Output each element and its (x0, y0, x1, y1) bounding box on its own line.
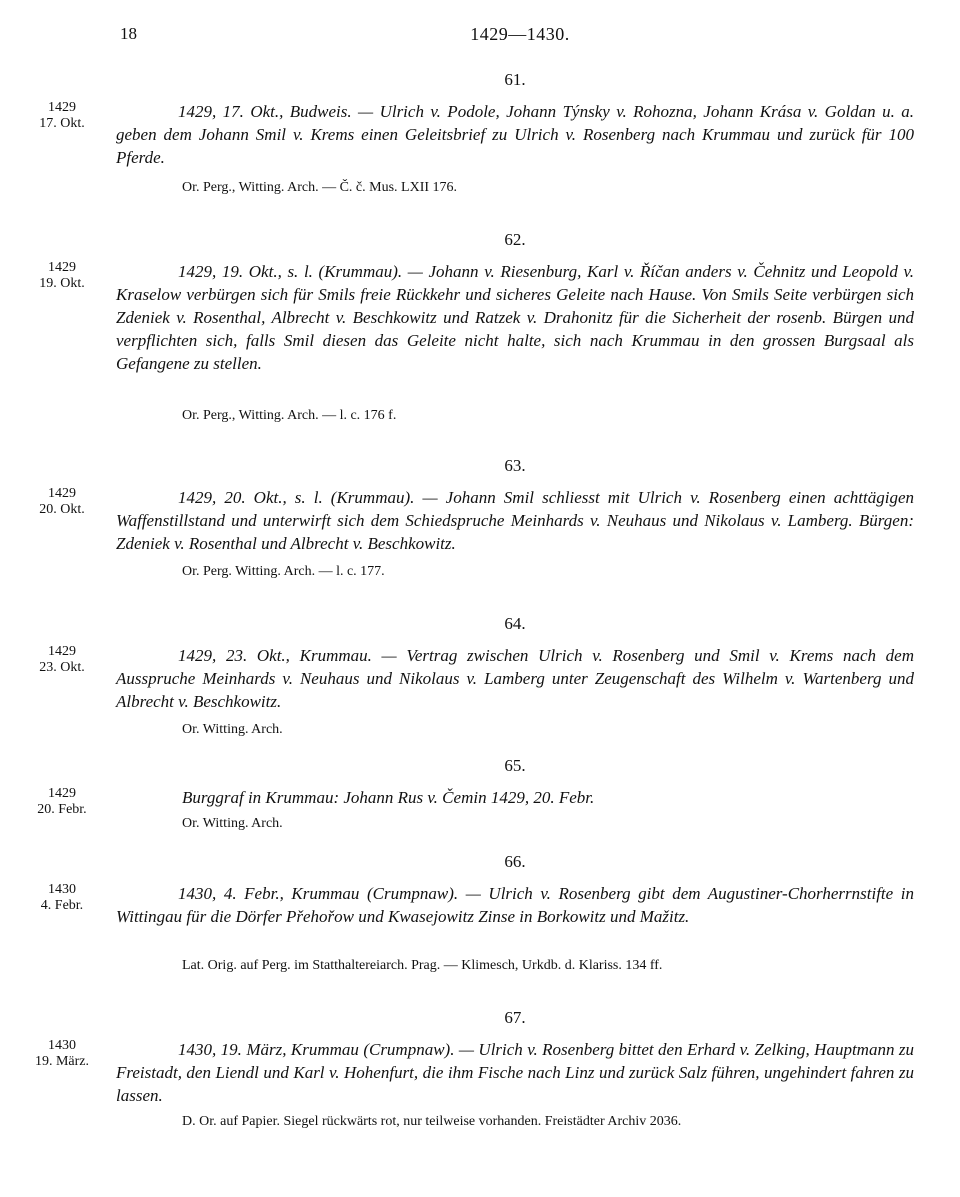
entry-number: 66. (504, 852, 526, 871)
entry-text (116, 882, 914, 928)
entry-number: 63. (504, 456, 526, 475)
margin-day: 4. Febr. (40, 898, 84, 913)
entry-text (116, 786, 914, 809)
margin-day: 17. Okt. (39, 116, 85, 131)
entry-text-content: 1430, 19. März, Krummau (Crumpnaw). — Ulrich v. Rosenberg bittet den Erhard v. Zelking, Hauptmann zu Freistadt, den Liendl und Karl v. Hohenfurt, die ihm Fische nach Linz und zurück Salz führen, ungehindert fahren zu lassen. (116, 1040, 914, 1105)
entry-text-content: Burggraf in Krummau: Johann Rus v. Čemin 1429, 20. Febr. (182, 788, 595, 807)
margin-year: 1429 (48, 486, 76, 501)
entry-text-content: 1429, 20. Okt., s. l. (Krummau). — Johann Smil schliesst mit Ulrich v. Rosenberg einen achttägigen Waffenstillstand und unterwirft sich dem Schiedspruche Meinhards v. Neuhaus und Nikolaus v. Lamberg. Bürgen: Zdeniek v. Rosenthal und Albrecht v. Beschkowitz. (116, 488, 914, 553)
margin-date (16, 882, 108, 914)
margin-day: 19. Okt. (39, 276, 85, 291)
page-number: 18 (120, 24, 137, 43)
margin-day: 23. Okt. (39, 660, 85, 675)
entry-source: Or. Perg. Witting. Arch. — l. c. 177. (182, 564, 385, 579)
entry-text (116, 260, 914, 375)
margin-day: 20. Okt. (39, 502, 85, 517)
entry-text-content: 1429, 19. Okt., s. l. (Krummau). — Johann v. Riesenburg, Karl v. Říčan anders v. Čehnitz und Leopold v. Kraselow verbürgen sich für Smils freie Rückkehr und sicheres Geleite nach Hause. Von Smils Seite verbürgen sich Zdeniek v. Rosenthal, Albrecht v. Beschkowitz und Ratzek v. Drahonitz für die Sicherheit der rosenb. Bürgen und verpflichten sich, falls Smil diesen das Geleite nicht halte, sich nach Krummau in den grossen Burgsaal als Gefangene zu stellen. (116, 262, 914, 373)
entry-source: Or. Witting. Arch. (182, 722, 283, 737)
entry-text (116, 644, 914, 713)
entry-text-content: 1429, 23. Okt., Krummau. — Vertrag zwischen Ulrich v. Rosenberg und Smil v. Krems nach dem Ausspruche Meinhards v. Neuhaus und Nikolaus v. Lamberg unter Zeugenschaft des Wilhelm v. Wartenberg und Albrecht v. Beschkowitz. (116, 646, 914, 711)
entry-text (116, 486, 914, 555)
margin-date (16, 100, 108, 132)
margin-year: 1429 (48, 644, 76, 659)
margin-day: 20. Febr. (37, 802, 87, 817)
margin-date (16, 1038, 108, 1070)
margin-date (16, 786, 108, 818)
entry-text (116, 100, 914, 169)
entry-text (116, 1038, 914, 1107)
entry-source: Or. Witting. Arch. (182, 816, 283, 831)
entry-text-content: 1429, 17. Okt., Budweis. — Ulrich v. Podole, Johann Týnsky v. Rohozna, Johann Krása v. Goldan u. a. geben dem Johann Smil v. Krems einen Geleitsbrief zu Ulrich v. Rosenberg nach Krummau und zurück für 100 Pferde. (116, 102, 914, 167)
entry-number: 67. (504, 1008, 526, 1027)
entry-source: Lat. Orig. auf Perg. im Statthaltereiarch. Prag. — Klimesch, Urkdb. d. Klariss. 134 ff. (182, 958, 663, 973)
margin-date (16, 644, 108, 676)
entry-source: D. Or. auf Papier. Siegel rückwärts rot, nur teilweise vorhanden. Freistädter Archiv 2036. (182, 1114, 682, 1129)
margin-day: 19. März. (34, 1054, 90, 1069)
running-head: 1429—1430. (470, 24, 570, 44)
entry-number: 62. (504, 230, 526, 249)
entry-source: Or. Perg., Witting. Arch. — Č. č. Mus. LXII 176. (182, 180, 458, 195)
entry-number: 61. (504, 70, 526, 89)
margin-year: 1430 (48, 882, 76, 897)
entry-number: 65. (504, 756, 526, 775)
margin-date (16, 486, 108, 518)
entry-source: Or. Perg., Witting. Arch. — l. c. 176 f. (182, 408, 397, 423)
margin-year: 1429 (48, 260, 76, 275)
entry-number: 64. (504, 614, 526, 633)
entry-text-content: 1430, 4. Febr., Krummau (Crumpnaw). — Ulrich v. Rosenberg gibt dem Augustiner-Chorherrnstifte in Wittingau für die Dörfer Přehořow und Kwasejowitz Zinse in Borkowitz und Mažitz. (116, 884, 914, 926)
margin-date (16, 260, 108, 292)
margin-year: 1429 (48, 786, 76, 801)
margin-year: 1429 (48, 100, 76, 115)
margin-year: 1430 (48, 1038, 76, 1053)
